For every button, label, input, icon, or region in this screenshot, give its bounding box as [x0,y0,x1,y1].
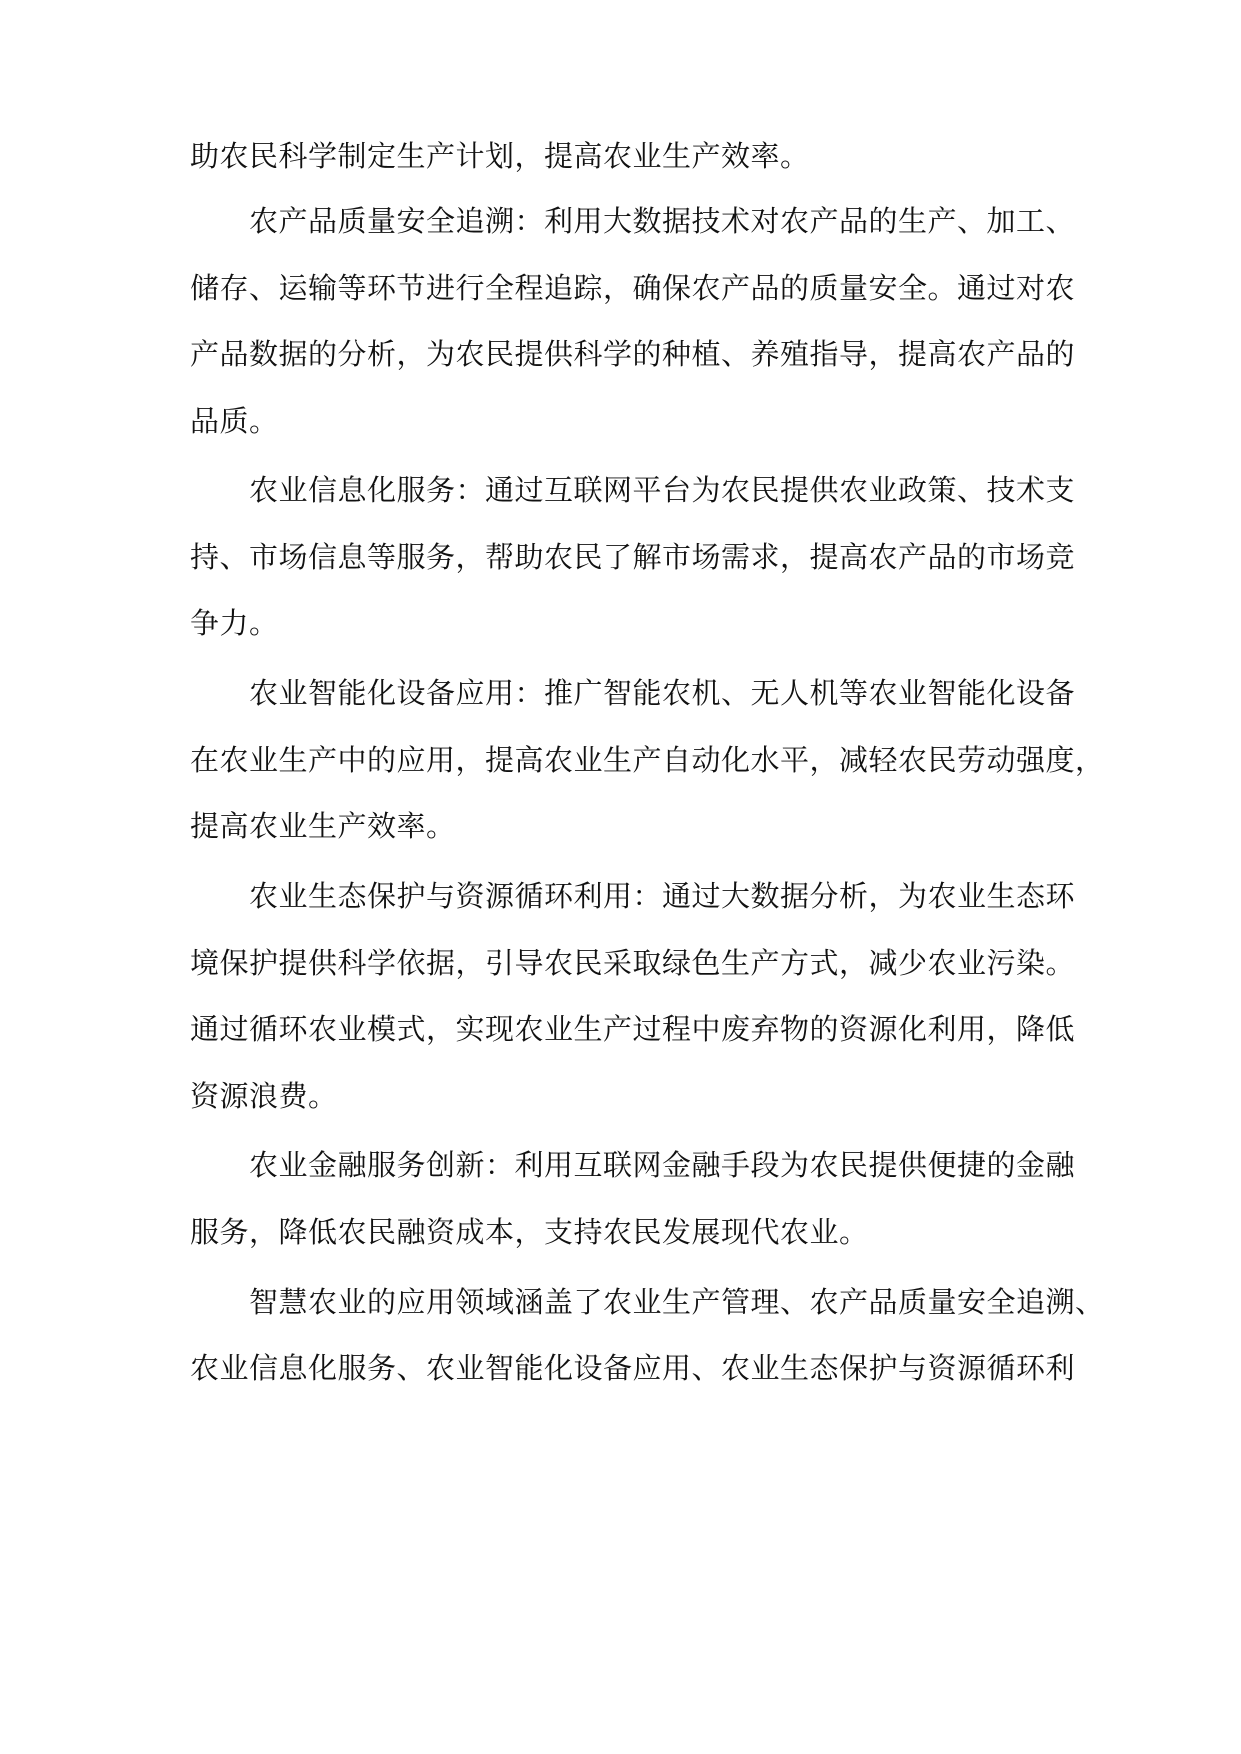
paragraph-first-line: 农业信息化服务：通过互联网平台为农民提供农业政策、技术支 [249,473,1076,507]
text-line: 资源浪费。 [190,1079,338,1113]
text-line: 助农民科学制定生产计划，提高农业生产效率。 [190,139,810,173]
text-line: 通过循环农业模式，实现农业生产过程中废弃物的资源化利用，降低 [190,1012,1076,1046]
paragraph-first-line: 农业智能化设备应用：推广智能农机、无人机等农业智能化设备 [249,676,1076,710]
text-line: 提高农业生产效率。 [190,809,456,843]
text-line: 服务，降低农民融资成本，支持农民发展现代农业。 [190,1215,869,1249]
text-line: 在农业生产中的应用，提高农业生产自动化水平，减轻农民劳动强度， [190,743,1105,777]
text-line: 品质。 [190,404,279,438]
text-line: 产品数据的分析，为农民提供科学的种植、养殖指导，提高农产品的 [190,337,1076,371]
paragraph-first-line: 农业生态保护与资源循环利用：通过大数据分析，为农业生态环 [249,879,1076,913]
text-line: 争力。 [190,606,279,640]
text-line: 储存、运输等环节进行全程追踪，确保农产品的质量安全。通过对农 [190,271,1076,305]
text-line: 持、市场信息等服务，帮助农民了解市场需求，提高农产品的市场竞 [190,540,1076,574]
paragraph-first-line: 农业金融服务创新：利用互联网金融手段为农民提供便捷的金融 [249,1148,1076,1182]
paragraph-first-line: 农产品质量安全追溯：利用大数据技术对农产品的生产、加工、 [249,204,1076,238]
paragraph-first-line: 智慧农业的应用领域涵盖了农业生产管理、农产品质量安全追溯、 [249,1285,1105,1319]
text-line: 农业信息化服务、农业智能化设备应用、农业生态保护与资源循环利 [190,1351,1076,1385]
text-line: 境保护提供科学依据，引导农民采取绿色生产方式，减少农业污染。 [190,946,1076,980]
